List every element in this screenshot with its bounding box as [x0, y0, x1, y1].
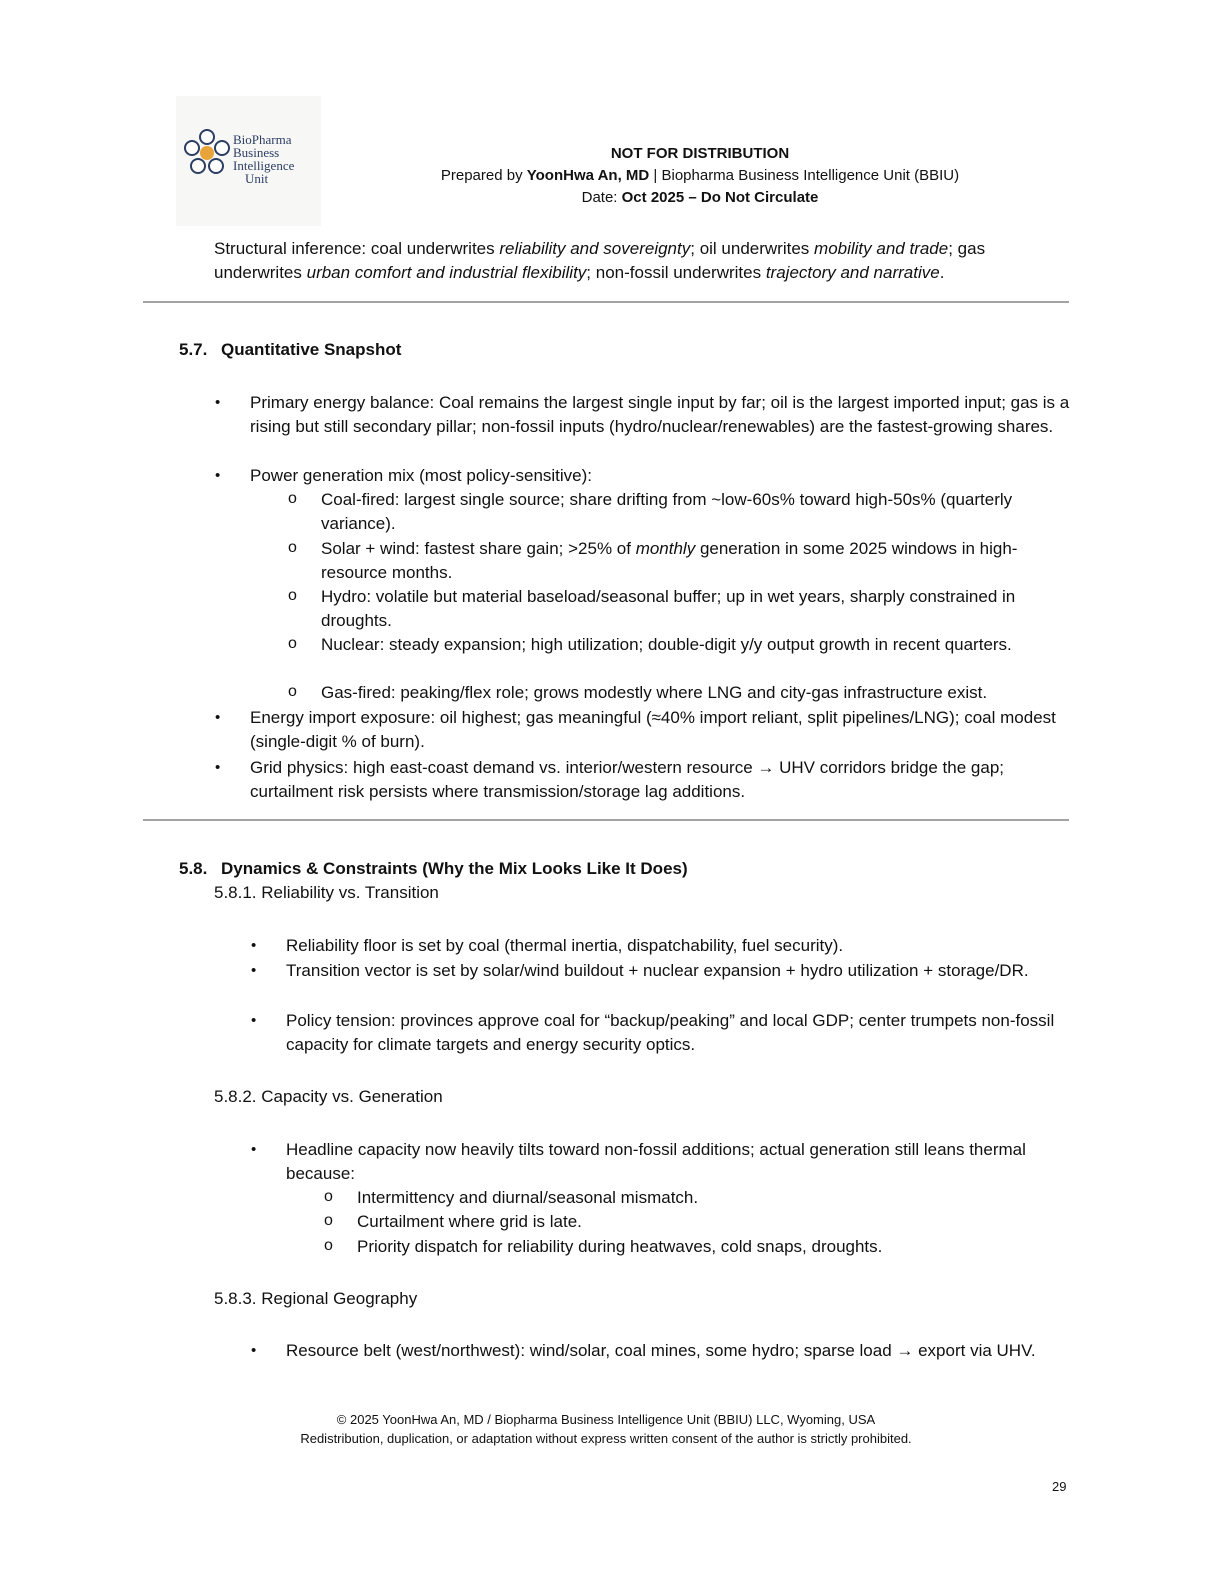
- section-title: Quantitative Snapshot: [221, 340, 402, 359]
- list-item: [251, 1339, 1061, 1363]
- sub-list-item: [324, 1186, 1057, 1210]
- section-number: 5.7.: [179, 340, 208, 359]
- bullet-marker: •: [251, 937, 257, 954]
- inference-text: .: [939, 263, 945, 282]
- sub-bullet-marker: o: [324, 1212, 333, 1229]
- sub-list-item: [288, 488, 1069, 536]
- date-prefix: Date:: [581, 189, 622, 206]
- inference-text: ; non-fossil underwrites: [586, 263, 766, 282]
- logo-line: Unit: [245, 171, 269, 186]
- list-item: [215, 464, 1070, 488]
- distribution-notice: [300, 143, 1100, 165]
- author-name: YoonHwa An, MD: [526, 167, 650, 184]
- sub-bullet-marker: o: [288, 635, 297, 652]
- list-item: [251, 1138, 1046, 1186]
- list-item-text: Resource belt (west/northwest): wind/solar, coal mines, some hydro; sparse load → export via UHV.: [286, 1341, 1036, 1360]
- subsection-heading-5-8-3: 5.8.3. Regional Geography: [214, 1289, 418, 1308]
- list-item-text: generation in some 2025 windows in high-resource months.: [321, 539, 1018, 582]
- subsection-heading-5-8-1: 5.8.1. Reliability vs. Transition: [214, 883, 439, 902]
- inference-emphasis: trajectory and narrative: [765, 263, 940, 282]
- list-item: [215, 391, 1070, 439]
- logo-line: BioPharma: [233, 132, 292, 147]
- bullet-marker: •: [251, 1141, 257, 1158]
- list-item-text: Reliability floor is set by coal (thermal inertia, dispatchability, fuel security).: [286, 936, 844, 955]
- list-item: [251, 934, 1076, 958]
- inference-text: ; gas underwrites: [214, 239, 986, 282]
- list-item-text: Grid physics: high east-coast demand vs. interior/western resource → UHV corridors bridge the gap; curtailment risk persists where transmission/storage lag additions.: [250, 758, 1004, 801]
- inference-emphasis: mobility and trade: [814, 239, 949, 258]
- sub-list-item: [288, 537, 1069, 585]
- flower-molecule-icon: [182, 128, 232, 178]
- inference-text: Structural inference: coal underwrites: [214, 239, 500, 258]
- list-item-emphasis: monthly: [635, 539, 696, 558]
- copyright-notice: © 2025 YoonHwa An, MD / Biopharma Business Intelligence Unit (BBIU) LLC, Wyoming, USA: [336, 1412, 876, 1427]
- inference-emphasis: urban comfort and industrial flexibility: [306, 263, 587, 282]
- prepared-suffix: | Biopharma Business Intelligence Unit (BBIU): [649, 167, 960, 184]
- notice-text: NOT FOR DISTRIBUTION: [610, 145, 790, 162]
- list-item-text: Coal-fired: largest single source; share drifting from ~low-60s% toward high-50s% (quarterly variance).: [321, 490, 1013, 533]
- section-number: 5.8.: [179, 859, 208, 878]
- sub-list-item: [324, 1210, 1057, 1234]
- list-item-text: Intermittency and diurnal/seasonal mismatch.: [357, 1188, 699, 1207]
- list-item-text: Nuclear: steady expansion; high utilization; double-digit y/y output growth in recent quarters.: [321, 635, 1012, 654]
- list-item-text: Headline capacity now heavily tilts toward non-fossil additions; actual generation still leans thermal because:: [286, 1140, 1026, 1183]
- logo-line: Business: [233, 145, 280, 160]
- list-item: [215, 706, 1070, 754]
- section-divider: [143, 301, 1069, 303]
- redistribution-notice: Redistribution, duplication, or adaptation without express written consent of the author is strictly prohibited.: [300, 1431, 912, 1446]
- sub-bullet-marker: o: [324, 1188, 333, 1205]
- bullet-marker: •: [251, 1012, 257, 1029]
- list-item-text: Hydro: volatile but material baseload/seasonal buffer; up in wet years, sharply constrained in droughts.: [321, 587, 1016, 630]
- date-line: [300, 187, 1100, 209]
- sub-bullet-marker: o: [288, 490, 297, 507]
- prepared-by-line: [300, 165, 1100, 187]
- date-value: Oct 2025 – Do Not Circulate: [621, 189, 819, 206]
- sub-bullet-marker: o: [288, 587, 297, 604]
- subsection-heading-5-8-2: 5.8.2. Capacity vs. Generation: [214, 1087, 443, 1106]
- structural-inference-paragraph: [214, 237, 1074, 285]
- sub-bullet-marker: o: [288, 683, 297, 700]
- sub-bullet-marker: o: [288, 539, 297, 556]
- sub-list-item: [324, 1235, 1057, 1259]
- logo-line: Intelligence: [233, 158, 295, 173]
- bullet-marker: •: [251, 962, 257, 979]
- bullet-marker: •: [251, 1342, 257, 1359]
- list-item-text: Gas-fired: peaking/flex role; grows modestly where LNG and city-gas infrastructure exist.: [321, 683, 988, 702]
- list-item: [251, 959, 1076, 983]
- prepared-prefix: Prepared by: [440, 167, 527, 184]
- bullet-marker: •: [215, 709, 221, 726]
- list-item-text: Curtailment where grid is late.: [357, 1212, 582, 1231]
- sub-list-item: [288, 681, 1069, 705]
- list-item-text: Policy tension: provinces approve coal for “backup/peaking” and local GDP; center trumpets non-fossil capacity for climate targets and energy security optics.: [286, 1011, 1055, 1054]
- section-title: Dynamics & Constraints (Why the Mix Looks Like It Does): [221, 859, 688, 878]
- section-heading-5-8: [179, 857, 688, 881]
- list-item-text: Energy import exposure: oil highest; gas meaningful (≈40% import reliant, split pipelines/LNG); coal modest (single-digit % of burn).: [250, 708, 1056, 751]
- sub-list-item: [288, 633, 1069, 657]
- section-heading-5-7: [179, 338, 401, 362]
- list-item-text: Priority dispatch for reliability during heatwaves, cold snaps, droughts.: [357, 1237, 883, 1256]
- list-item-text: Solar + wind: fastest share gain; >25% of: [321, 539, 636, 558]
- list-item-text: Primary energy balance: Coal remains the largest single input by far; oil is the largest imported input; gas is a rising but still secondary pillar; non-fossil inputs (hydro/nuclear/renewables) are the fastest-growing shares.: [250, 393, 1070, 436]
- bullet-marker: •: [215, 394, 221, 411]
- list-item-text: Power generation mix (most policy-sensitive):: [250, 466, 593, 485]
- list-item: [215, 756, 1070, 804]
- page-number: 29: [1052, 1479, 1067, 1494]
- sub-list-item: [288, 585, 1069, 633]
- list-item: [251, 1009, 1076, 1057]
- bullet-marker: •: [215, 467, 221, 484]
- inference-text: ; oil underwrites: [690, 239, 815, 258]
- bullet-marker: •: [215, 759, 221, 776]
- list-item-text: Transition vector is set by solar/wind buildout + nuclear expansion + hydro utilization + storage/DR.: [286, 961, 1029, 980]
- inference-emphasis: reliability and sovereignty: [499, 239, 691, 258]
- section-divider: [143, 819, 1069, 821]
- logo-wordmark: [233, 133, 294, 185]
- sub-bullet-marker: o: [324, 1237, 333, 1254]
